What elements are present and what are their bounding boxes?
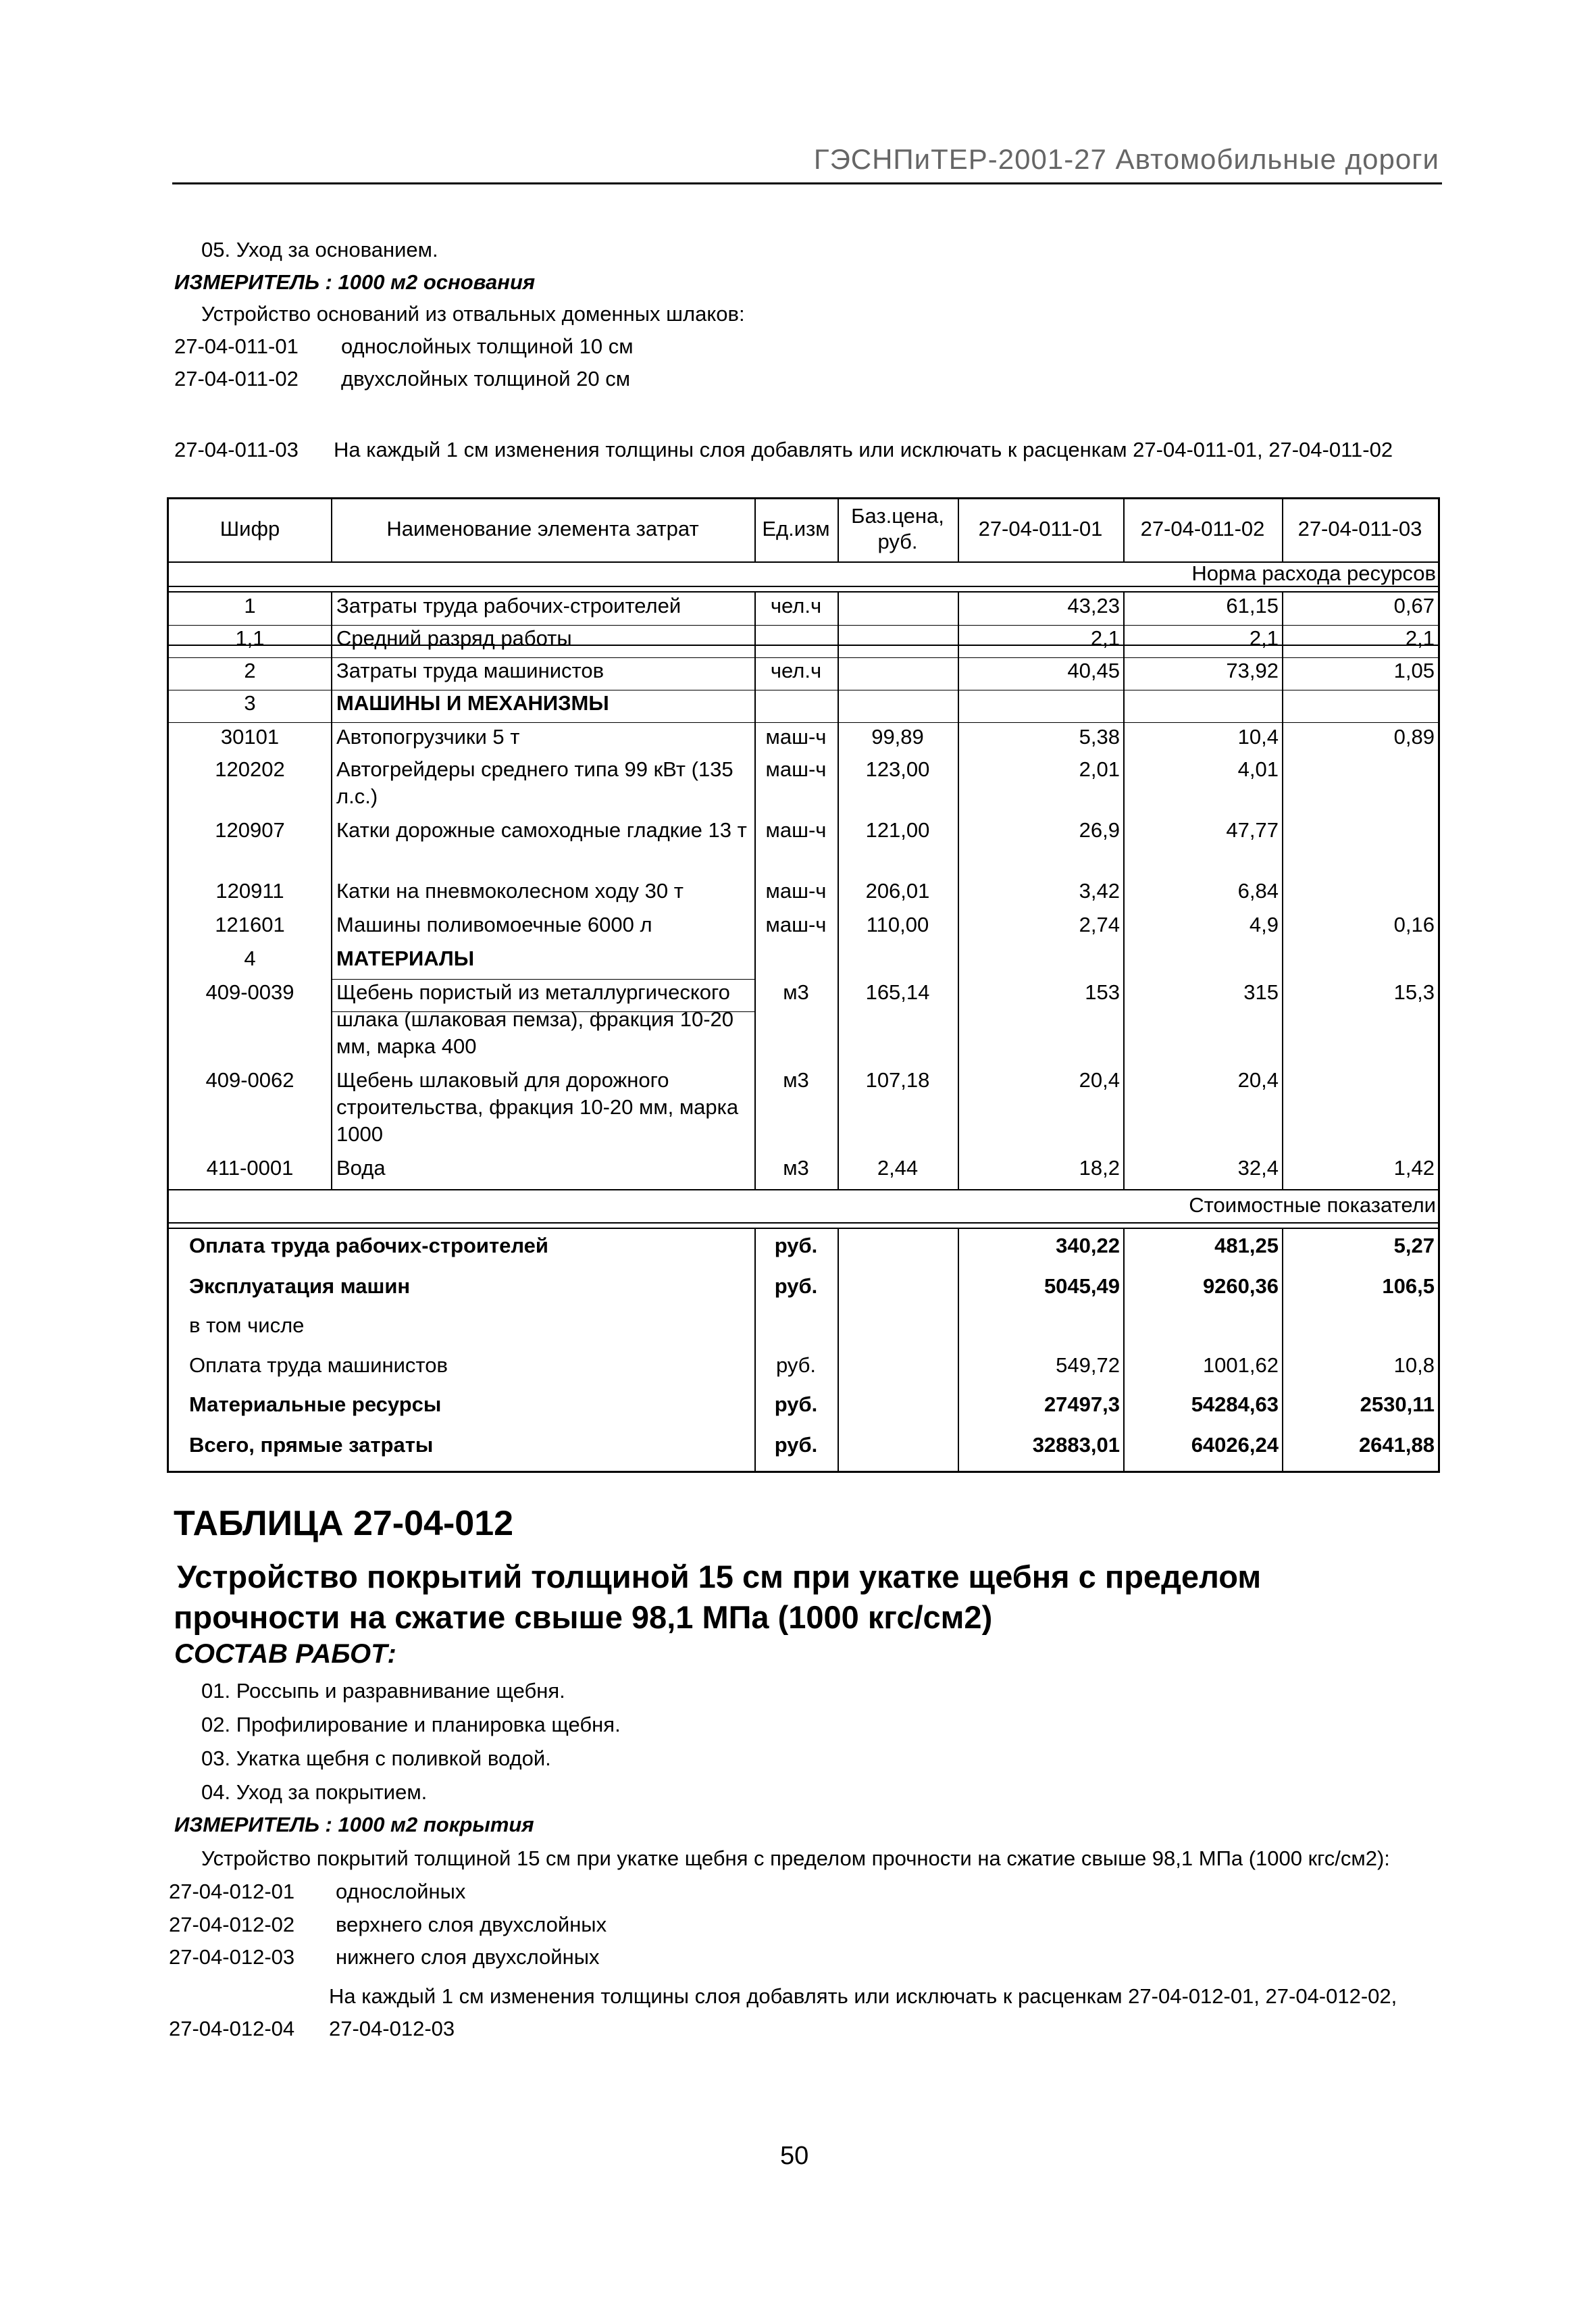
row-price: 99,89 — [871, 725, 924, 749]
row-value-2: 2,1 — [1249, 626, 1279, 650]
section-item-text: нижнего слоя двухслойных — [336, 1945, 600, 1969]
row-unit: чел.ч — [770, 659, 822, 682]
row-value-1: 153 — [1085, 980, 1120, 1004]
row-code: 3 — [244, 691, 256, 715]
section-item-text: верхнего слоя двухслойных — [336, 1913, 607, 1936]
cost-value-3: 5,27 — [1393, 1234, 1435, 1257]
cost-name: Материальные ресурсы — [189, 1392, 442, 1416]
row-code: 411-0001 — [206, 1156, 294, 1180]
intro-item-text: двухслойных толщиной 20 см — [341, 367, 631, 391]
header-name: Наименование элемента затрат — [386, 517, 699, 540]
row-unit: маш-ч — [765, 913, 827, 936]
cost-label: Стоимостные показатели — [1189, 1193, 1436, 1217]
row-name: Затраты труда машинистов — [336, 659, 604, 682]
section-subtitle-2: прочности на сжатие свыше 98,1 МПа (1000 кгс/см2) — [174, 1599, 993, 1635]
header-code: Шифр — [220, 517, 280, 540]
header-price: Баз.цена, руб. — [851, 504, 944, 553]
work-item: 01. Россыпь и разравнивание щебня. — [201, 1679, 565, 1703]
intro-measure: ИЗМЕРИТЕЛЬ : 1000 м2 основания — [174, 270, 536, 294]
row-value-2: 4,01 — [1237, 757, 1279, 781]
header-rule — [172, 182, 1442, 184]
row-value-2: 47,77 — [1226, 818, 1279, 842]
section-extra-code: 27-04-012-04 — [169, 2017, 295, 2040]
row-value-1: 18,2 — [1079, 1156, 1120, 1180]
row-value-1: 2,74 — [1079, 913, 1120, 936]
row-name: Катки дорожные самоходные гладкие 13 т — [336, 818, 747, 842]
row-name: Автопогрузчики 5 т — [336, 725, 520, 749]
row-value-1: 40,45 — [1067, 659, 1120, 682]
row-code: 121601 — [215, 913, 285, 936]
row-unit: м3 — [783, 1156, 809, 1180]
row-name: Щебень пористый из металлургического шлака (шлаковая пемза), фракция 10-20 мм, марка 400 — [336, 980, 734, 1058]
cost-value-2: 481,25 — [1214, 1234, 1279, 1257]
row-unit: чел.ч — [770, 594, 822, 618]
cost-unit: руб. — [774, 1234, 818, 1257]
resource-table — [167, 497, 1440, 1473]
cost-value-1: 27497,3 — [1044, 1392, 1120, 1416]
cost-value-1: 340,22 — [1056, 1234, 1120, 1257]
cost-value-2: 1001,62 — [1202, 1353, 1279, 1377]
section-title: ТАБЛИЦА 27-04-012 — [174, 1504, 514, 1543]
row-value-3: 1,42 — [1393, 1156, 1435, 1180]
row-name: Вода — [336, 1156, 386, 1180]
cost-name: в том числе — [189, 1313, 305, 1337]
row-value-2: 32,4 — [1237, 1156, 1279, 1180]
row-name: Средний разряд работы — [336, 626, 572, 650]
row-value-1: 43,23 — [1067, 594, 1120, 618]
section-extra-line2: 27-04-012-03 — [329, 2017, 455, 2040]
running-header: ГЭСНПиТЕР-2001-27 Автомобильные дороги — [813, 143, 1439, 175]
row-code: 2 — [244, 659, 256, 682]
section-device: Устройство покрытий толщиной 15 см при укатке щебня с пределом прочности на сжатие свыше 98,1 МПа (1000 кгс/см2): — [201, 1846, 1390, 1870]
row-value-1: 5,38 — [1079, 725, 1120, 749]
intro-extra-text: На каждый 1 см изменения толщины слоя добавлять или исключать к расценкам 27-04-011-01, 27-04-011-02 — [334, 438, 1393, 461]
row-price: 165,14 — [865, 980, 930, 1004]
cost-name: Оплата труда рабочих-строителей — [189, 1234, 548, 1257]
row-value-3: 2,1 — [1405, 626, 1435, 650]
cost-value-1: 549,72 — [1056, 1353, 1120, 1377]
section-item-code: 27-04-012-01 — [169, 1880, 295, 1903]
row-value-2: 61,15 — [1226, 594, 1279, 618]
cost-value-3: 10,8 — [1393, 1353, 1435, 1377]
cost-name: Эксплуатация машин — [189, 1274, 411, 1298]
cost-value-3: 106,5 — [1382, 1274, 1435, 1298]
cost-value-1: 5045,49 — [1044, 1274, 1120, 1298]
row-value-2: 315 — [1243, 980, 1279, 1004]
row-price: 107,18 — [865, 1068, 930, 1092]
works-label: СОСТАВ РАБОТ: — [174, 1639, 396, 1669]
cost-name: Оплата труда машинистов — [189, 1353, 448, 1377]
section-extra-line1: На каждый 1 см изменения толщины слоя добавлять или исключать к расценкам 27-04-012-01, 27-04-012-02, — [329, 1984, 1397, 2008]
row-value-1: 20,4 — [1079, 1068, 1120, 1092]
row-value-3: 1,05 — [1393, 659, 1435, 682]
cost-unit: руб. — [775, 1353, 817, 1377]
row-code: 1,1 — [235, 626, 265, 650]
row-code: 120911 — [215, 879, 284, 903]
row-code: 4 — [244, 947, 256, 970]
row-value-1: 2,1 — [1090, 626, 1120, 650]
intro-extra-code: 27-04-011-03 — [174, 438, 299, 461]
row-price: 121,00 — [865, 818, 930, 842]
row-unit: маш-ч — [765, 757, 827, 781]
row-value-1: 2,01 — [1079, 757, 1120, 781]
intro-item-text: однослойных толщиной 10 см — [341, 334, 634, 358]
section-item-code: 27-04-012-03 — [169, 1945, 295, 1969]
row-price: 206,01 — [865, 879, 930, 903]
row-value-2: 73,92 — [1226, 659, 1279, 682]
section-item-code: 27-04-012-02 — [169, 1913, 295, 1936]
cost-unit: руб. — [774, 1274, 818, 1298]
page-number: 50 — [780, 2142, 809, 2170]
row-value-2: 10,4 — [1237, 725, 1279, 749]
row-price: 123,00 — [865, 757, 930, 781]
row-code: 409-0062 — [205, 1068, 294, 1092]
row-code: 409-0039 — [205, 980, 294, 1004]
row-name: Щебень шлаковый для дорожного строительства, фракция 10-20 мм, марка 1000 — [336, 1068, 739, 1146]
row-value-1: 26,9 — [1079, 818, 1120, 842]
row-code: 120907 — [215, 818, 285, 842]
cost-value-3: 2641,88 — [1358, 1433, 1435, 1457]
header-col-1: 27-04-011-01 — [978, 517, 1103, 540]
cost-unit: руб. — [774, 1392, 818, 1416]
intro-device: Устройство оснований из отвальных доменных шлаков: — [201, 302, 745, 326]
section-measure: ИЗМЕРИТЕЛЬ : 1000 м2 покрытия — [174, 1813, 534, 1836]
row-code: 120202 — [215, 757, 285, 781]
row-name: Затраты труда рабочих-строителей — [336, 594, 681, 618]
cost-name: Всего, прямые затраты — [189, 1433, 434, 1457]
row-value-2: 6,84 — [1237, 879, 1279, 903]
section-item-text: однослойных — [336, 1880, 466, 1903]
work-item: 03. Укатка щебня с поливкой водой. — [201, 1746, 551, 1770]
row-unit: м3 — [783, 980, 809, 1004]
cost-value-1: 32883,01 — [1032, 1433, 1120, 1457]
cost-unit: руб. — [774, 1433, 818, 1457]
row-value-1: 3,42 — [1079, 879, 1120, 903]
row-unit: маш-ч — [765, 818, 827, 842]
row-value-2: 4,9 — [1249, 913, 1279, 936]
work-item: 04. Уход за покрытием. — [201, 1780, 428, 1804]
intro-step: 05. Уход за основанием. — [201, 238, 438, 261]
header-unit: Ед.изм — [762, 517, 830, 540]
row-unit: м3 — [783, 1068, 809, 1092]
row-price: 2,44 — [877, 1156, 919, 1180]
row-name: МАТЕРИАЛЫ — [336, 947, 475, 970]
row-value-3: 0,89 — [1393, 725, 1435, 749]
cost-value-3: 2530,11 — [1360, 1392, 1435, 1416]
cost-value-2: 54284,63 — [1191, 1392, 1279, 1416]
row-price: 110,00 — [866, 913, 929, 936]
row-value-2: 20,4 — [1237, 1068, 1279, 1092]
cost-value-2: 9260,36 — [1202, 1274, 1279, 1298]
row-value-3: 0,16 — [1393, 913, 1435, 936]
row-value-3: 15,3 — [1393, 980, 1435, 1004]
work-item: 02. Профилирование и планировка щебня. — [201, 1713, 621, 1736]
intro-item-code: 27-04-011-02 — [174, 367, 299, 391]
intro-item-code: 27-04-011-01 — [174, 334, 299, 358]
row-code: 30101 — [220, 725, 280, 749]
header-col-3: 27-04-011-03 — [1297, 517, 1422, 540]
header-col-2: 27-04-011-02 — [1140, 517, 1265, 540]
row-name: Катки на пневмоколесном ходу 30 т — [336, 879, 684, 903]
row-name: МАШИНЫ И МЕХАНИЗМЫ — [336, 691, 609, 715]
norm-label: Норма расхода ресурсов — [1191, 561, 1436, 585]
row-unit: маш-ч — [765, 725, 827, 749]
cost-value-2: 64026,24 — [1191, 1433, 1279, 1457]
row-unit: маш-ч — [765, 879, 827, 903]
row-name: Автогрейдеры среднего типа 99 кВт (135 л.с.) — [336, 757, 733, 808]
section-subtitle-1: Устройство покрытий толщиной 15 см при укатке щебня с пределом — [177, 1559, 1262, 1594]
row-code: 1 — [244, 594, 256, 618]
row-name: Машины поливомоечные 6000 л — [336, 913, 652, 936]
row-value-3: 0,67 — [1393, 594, 1435, 618]
